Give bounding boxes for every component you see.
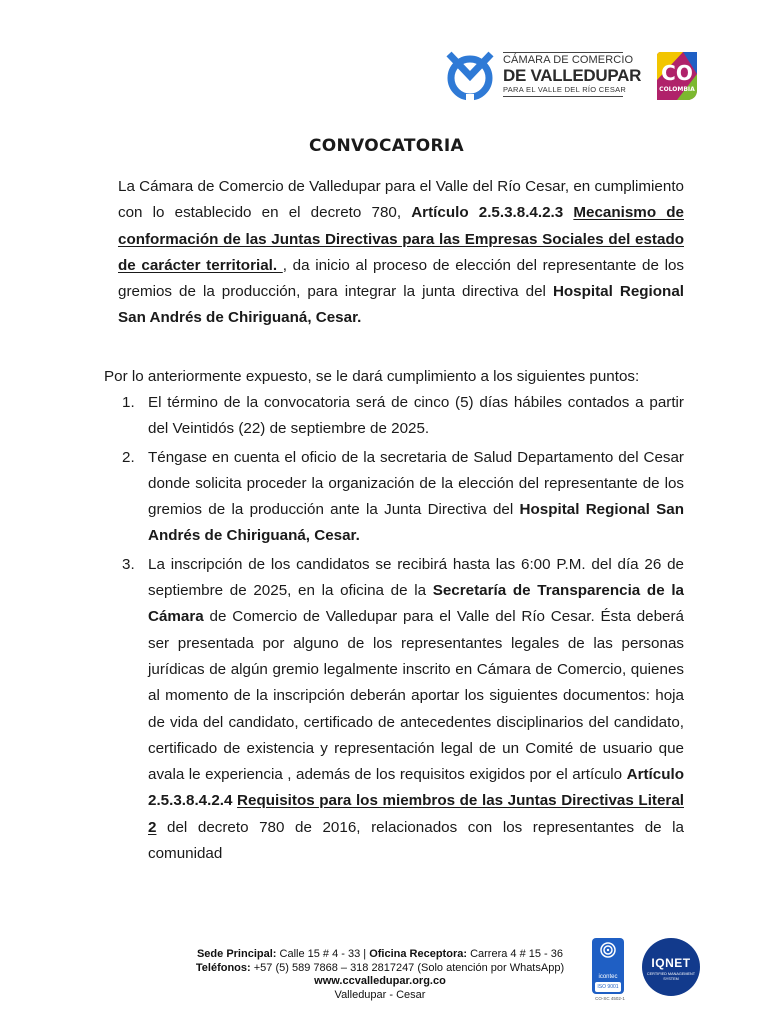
footer-website[interactable] bbox=[150, 975, 610, 989]
org-tagline: PARA EL VALLE DEL RÍO CESAR bbox=[503, 85, 627, 94]
icontec-code: CO-SC 4502-1 bbox=[595, 996, 625, 1001]
icontec-certification-badge bbox=[592, 938, 628, 1010]
list-number: 1. bbox=[122, 394, 135, 411]
co-logo-big: CO bbox=[661, 61, 693, 85]
camara-comercio-logo-icon bbox=[443, 48, 497, 102]
document-title: CONVOCATORIA bbox=[309, 136, 464, 156]
oficina-value: Carrera 4 # 15 - 36 bbox=[467, 948, 564, 960]
lead-sentence: Por lo anteriormente expuesto, se le dará cumplimiento a los siguientes puntos: bbox=[104, 368, 640, 385]
org-name-block bbox=[503, 52, 642, 97]
item-3-text-2: de Comercio de Valledupar para el Valle del Río Cesar. Ésta deberá ser presentada por alguno de los representantes legales de las personas jurídicas de algún gremio legalmente inscrito en Cámara de Comercio, quienes al momento de la inscripción deberán aportar los siguientes documentos: hoja de vida del candidato, certificado de antecedentes disciplinarios del candidato, certificado de existencia y representación legal de un Comité de usuario que avala le experiencia , además de los requisitos exigidos por el artículo bbox=[148, 608, 684, 784]
footer-phone-line bbox=[150, 962, 610, 976]
intro-article-title: Mecanismo de conformación de las Juntas Directivas para las Empresas Sociales del estado de carácter territorial. bbox=[118, 204, 684, 274]
list-item-3 bbox=[118, 552, 684, 868]
item-3-article-ref: Artículo 2.5.3.8.4.2.4 bbox=[148, 766, 684, 810]
points-list bbox=[118, 390, 684, 869]
org-name-line1: CÁMARA DE COMERCIO bbox=[503, 54, 634, 66]
intro-text-1: La Cámara de Comercio de Valledupar para el Valle del Río Cesar, en cumplimiento con lo establecido en el decreto 780, bbox=[118, 178, 684, 222]
item-3-office-name: Secretaría de Transparencia de la Cámara bbox=[148, 582, 684, 626]
sede-label: Sede Principal: bbox=[196, 948, 277, 960]
intro-text-2: , da inicio al proceso de elección del representante de los gremios de la producción, para integrar la junta directiva del bbox=[118, 256, 685, 301]
icontec-symbol-icon bbox=[592, 938, 624, 960]
tel-label: Teléfonos: bbox=[195, 961, 251, 974]
intro-paragraph bbox=[118, 174, 684, 332]
colombia-brand-logo-icon bbox=[653, 50, 701, 102]
footer-address-line bbox=[150, 948, 610, 962]
iqnet-certification-badge bbox=[642, 938, 700, 996]
sede-value: Calle 15 # 4 - 33 | bbox=[276, 948, 370, 960]
item-1-text: El término de la convocatoria será de cinco (5) días hábiles contados a partir del Veintidós (22) de septiembre de 2025. bbox=[148, 394, 684, 438]
list-item-2 bbox=[118, 445, 684, 550]
intro-article-ref: Artículo 2.5.3.8.4.2.3 bbox=[411, 204, 574, 222]
oficina-label: Oficina Receptora: bbox=[369, 948, 468, 960]
list-number: 2. bbox=[122, 448, 135, 466]
item-3-text-1: La inscripción de los candidatos se recibirá hasta las 6:00 P.M. del día 26 de septiembre de 2025, en la oficina de la bbox=[148, 555, 684, 600]
intro-hospital-name: Hospital Regional San Andrés de Chiriguaná, Cesar. bbox=[118, 283, 685, 327]
website-link[interactable]: www.ccvalledupar.org.co bbox=[314, 975, 446, 987]
footer-city: Valledupar - Cesar bbox=[334, 988, 426, 1001]
list-number: 3. bbox=[122, 555, 135, 573]
footer-contact bbox=[150, 948, 610, 1002]
iso-label: ISO 9001 bbox=[595, 982, 621, 992]
iqnet-title: IQNET bbox=[651, 956, 691, 970]
icontec-label: icontec bbox=[598, 974, 618, 980]
item-2-hospital-name: Hospital Regional San Andrés de Chiriguaná, Cesar. bbox=[148, 501, 684, 545]
co-logo-small: COLOMBIA bbox=[659, 86, 695, 93]
letterhead bbox=[443, 46, 743, 108]
iqnet-subtitle: CERTIFIED MANAGEMENT SYSTEM bbox=[646, 972, 696, 981]
item-3-article-title: Requisitos para los miembros de las Juntas Directivas Literal 2 bbox=[148, 792, 684, 836]
icontec-logo-icon bbox=[592, 938, 624, 994]
list-item-1 bbox=[118, 390, 684, 443]
org-name-line2: DE VALLEDUPAR bbox=[503, 66, 642, 85]
item-3-text-3: del decreto 780 de 2016, relacionados con los representantes de la comunidad bbox=[148, 818, 684, 863]
tel-value: +57 (5) 589 7868 – 318 2817247 (Solo atención por WhatsApp) bbox=[250, 961, 565, 974]
item-2-text: Téngase en cuenta el oficio de la secretaria de Salud Departamento del Cesar donde solicita proceder la organización de la elección del representante de los gremios de la producción ante la Junta Directiva del bbox=[148, 448, 684, 519]
